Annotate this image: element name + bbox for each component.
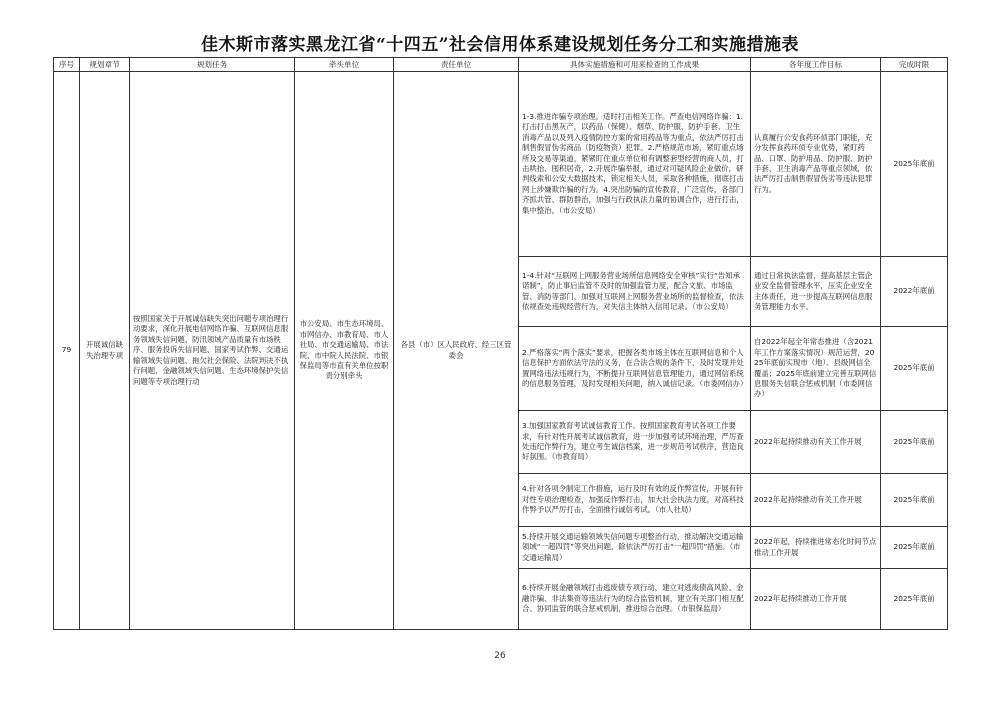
measure-cell: 5.持续开展交通运输领域失信问题专项整治行动，推动解决交通运输领域“一超四罚”等突出问题，除依法严厉打击“一超四罚”措施。（市交通运输局） [519, 527, 751, 569]
measure-cell: 3.加强国家教育考试诚信教育工作。按照国家教育考试各项工作要求，有针对性开展考试诚信教育，进一步加强考试环境治理，严厉查处违纪作弊行为，建立考生诚信档案，进一步规范考试秩序，营造良好氛围。（市教育局） [519, 411, 751, 474]
measure-cell: 1-4.针对“互联网上网服务营业场所信息网络安全审核”实行“告知承诺制”，防止事后监管不及时的加强监管力度，配合文旅、市场监管、消防等部门，加强对互联网上网服务营业场所的监督检查，依法依规查处违规经营行为，对失信主体纳入信用记录。（市公安局） [519, 257, 751, 327]
goal-cell: 2022年起，持续推进常态化时间节点推动工作开展 [751, 527, 881, 569]
header-cell: 规划任务 [130, 58, 295, 72]
header-cell: 具体实施措施和可用来检查的工作成果 [519, 58, 751, 72]
deadline-cell: 2025年底前 [881, 72, 948, 257]
goal-cell: 自2022年起全年常态推进（含2021年工作方案落实情况）规范运营，2025年底前实现市（地）、县级网信全覆盖；2025年底前建立完善互联网信息服务失信联合惩戒机制（市委网信办） [751, 327, 881, 411]
plan-task: 按照国家关于开展诚信缺失突出问题专项治理行动要求，深化开展电信网络诈骗、互联网信息服务领域失信问题、防汛领域产品质量有市场秩序、服务投诉失信问题、国家考试作弊、交通运输领域失信问题、拖欠社会保险、法院判决不执行问题、金融领域失信问题、生态环境保护失信问题等专项治理行动 [130, 72, 295, 630]
goal-cell: 2022年起持续推动有关工作开展 [751, 474, 881, 527]
deadline-cell: 2022年底前 [881, 257, 948, 327]
header-cell: 序号 [54, 58, 80, 72]
measure-cell: 2.严格落实“两个落实”要求，把握各类市场主体在互联网信息和个人信息保护方面依法守法的义务，在合法合规的条件下，及时发现并处置网络违法违规行为，不断提升互联网信息管理能力，通过网信系统的信息服务管理，及时发现相关问题，纳入诚信记录。（市委网信办） [519, 327, 751, 411]
header-cell: 牵头单位 [295, 58, 394, 72]
responsible-unit: 各县（市）区人民政府、经三区管委会 [394, 72, 519, 630]
deadline-cell: 2025年底前 [881, 527, 948, 569]
row-number: 79 [54, 72, 80, 630]
measure-cell: 1-3.推进诈骗专项治理。适时打击相关工作。严查电信网络诈骗：1.打击打击黑灰产，以药品（保健）、烟草、防护服、防护手套、卫生消毒产品以及列入疫情防控方案的常用药品等为重点，依法严厉打击制售假冒伪劣商品（防疫物资）犯罪。2.严格规范市场，紧盯重点场所及交易等渠道，紧紧盯住重点单位和有调整套型经营的商人员，打击哄抬、囤积居奇，2.开展诈骗举报，通过对可疑风险企业做价，研判线索和公安大数据技术，锁定相关人员，采取各种措施，彻底打击网上涉嫌欺诈骗的行为。4.突出防骗的宣传教育，广泛宣传，各部门齐抓共管、群防群治，加强与行政执法力量的协调合作，进行打击，集中整治。（市公安局） [519, 72, 751, 257]
measure-cell: 4.针对各项令制定工作措施，运行及时有效的反作弊宣传，开展有针对性专项治理检查，加强反作弊打击，加大社会执法力度，对高科技作弊予以严厉打击，全面推行诚信考试。（市人社局） [519, 474, 751, 527]
table-row [54, 72, 948, 257]
header-cell: 规划章节 [80, 58, 130, 72]
header-cell: 各年度工作目标 [751, 58, 881, 72]
deadline-cell: 2025年底前 [881, 569, 948, 630]
document-title: 佳木斯市落实黑龙江省“十四五”社会信用体系建设规划任务分工和实施措施表 [200, 35, 800, 55]
header-cell: 完成时限 [881, 58, 948, 72]
plan-chapter: 开展诚信缺失治理专项 [80, 72, 130, 630]
deadline-cell: 2025年底前 [881, 411, 948, 474]
goal-cell: 认真履行公安食药环侦部门职能，充分发挥食药环侦专业优势，紧盯药品、口罩、防护用品、防护服、防护手套、卫生消毒产品等重点领域，依法严厉打击制售假冒伪劣等违法犯罪行为。 [751, 72, 881, 257]
lead-unit: 市公安局、市生态环境局、市网信办、市教育局、市人社局、市交通运输局、市法院、市中院人民法院、市银保监局等市直有关单位按职责分别牵头 [295, 72, 394, 630]
measure-cell: 6.持续开展金融领域打击逃废债专项行动，建立对逃废债高风险、金融诈骗、非法集资等违法行为的综合监管机制，建立有关部门相互配合、协同监管的联合惩戒机制，推进综合治理。（市银保监局） [519, 569, 751, 630]
table-header-row [54, 58, 948, 72]
goal-cell: 通过日常执法监督，提高基层主管企业安全监督管理水平，压实企业安全主体责任，进一步提高互联网信息服务管理能力水平。 [751, 257, 881, 327]
task-table [53, 57, 948, 630]
deadline-cell: 2025年底前 [881, 474, 948, 527]
goal-cell: 2022年起持续推动工作开展 [751, 569, 881, 630]
page-number: 26 [494, 651, 506, 661]
deadline-cell: 2025年底前 [881, 327, 948, 411]
header-cell: 责任单位 [394, 58, 519, 72]
goal-cell: 2022年起持续推动有关工作开展 [751, 411, 881, 474]
